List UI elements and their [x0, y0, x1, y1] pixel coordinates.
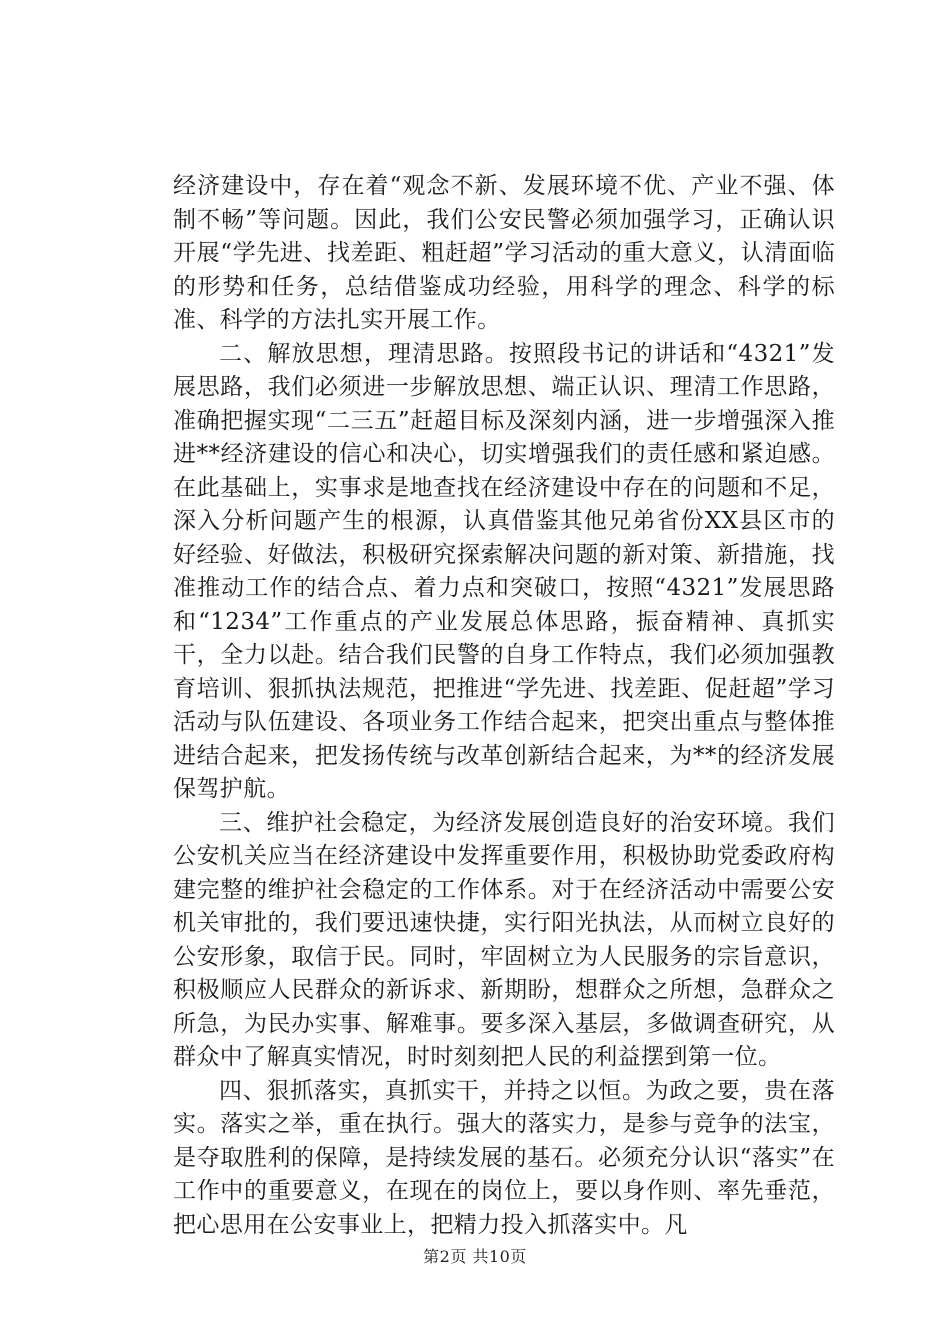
paragraph-4: 四、狠抓落实，真抓实干，并持之以恒。为政之要，贵在落实。落实之举，重在执行。强大的落实力，是参与竞争的法宝，是夺取胜利的保障，是持续发展的基石。必须充分认识“落实”在工作中的重要意义，在现在的岗位上，要以身作则、率先垂范，把心思用在公安事业上，把精力投入抓落实中。凡: [173, 1077, 835, 1238]
document-body: [173, 170, 835, 1242]
page-number-footer: 第2页 共10页: [423, 1247, 527, 1266]
paragraph-1: 经济建设中，存在着“观念不新、发展环境不优、产业不强、体制不畅”等问题。因此，我们公安民警必须加强学习，正确认识开展“学先进、找差距、粗赶超”学习活动的重大意义，认清面临的形势和任务，总结借鉴成功经验，用科学的理念、科学的标准、科学的方法扎实开展工作。: [173, 173, 835, 333]
paragraph-2: 二、解放思想，理清思路。按照段书记的讲话和“4321”发展思路，我们必须进一步解放思想、端正认识、理清工作思路，准确把握实现“二三五”赶超目标及深刻内涵，进一步增强深入推进**经济建设的信心和决心，切实增强我们的责任感和紧迫感。在此基础上，实事求是地查找在经济建设中存在的问题和不足，深入分析问题产生的根源，认真借鉴其他兄弟省份XX县区市的好经验、好做法，积极研究探索解决问题的新对策、新措施，找准推动工作的结合点、着力点和突破口，按照“4321”发展思路和“1234”工作重点的产业发展总体思路，振奋精神、真抓实干，全力以赴。结合我们民警的自身工作特点，我们必须加强教育培训、狠抓执法规范，把推进“学先进、找差距、促赶超”学习活动与队伍建设、各项业务工作结合起来，把突出重点与整体推进结合起来，把发扬传统与改革创新结合起来，为**的经济发展保驾护航。: [173, 340, 835, 802]
paragraph-3: 三、维护社会稳定，为经济发展创造良好的治安环境。我们公安机关应当在经济建设中发挥重要作用，积极协助党委政府构建完整的维护社会稳定的工作体系。对于在经济活动中需要公安机关审批的，我们要迅速快捷，实行阳光执法，从而树立良好的公安形象，取信于民。同时，牢固树立为人民服务的宗旨意识，积极顺应人民群众的新诉求、新期盼，想群众之所想，急群众之所急，为民办实事、解难事。要多深入基层，多做调查研究，从群众中了解真实情况，时时刻刻把人民的利益摆到第一位。: [173, 809, 835, 1070]
